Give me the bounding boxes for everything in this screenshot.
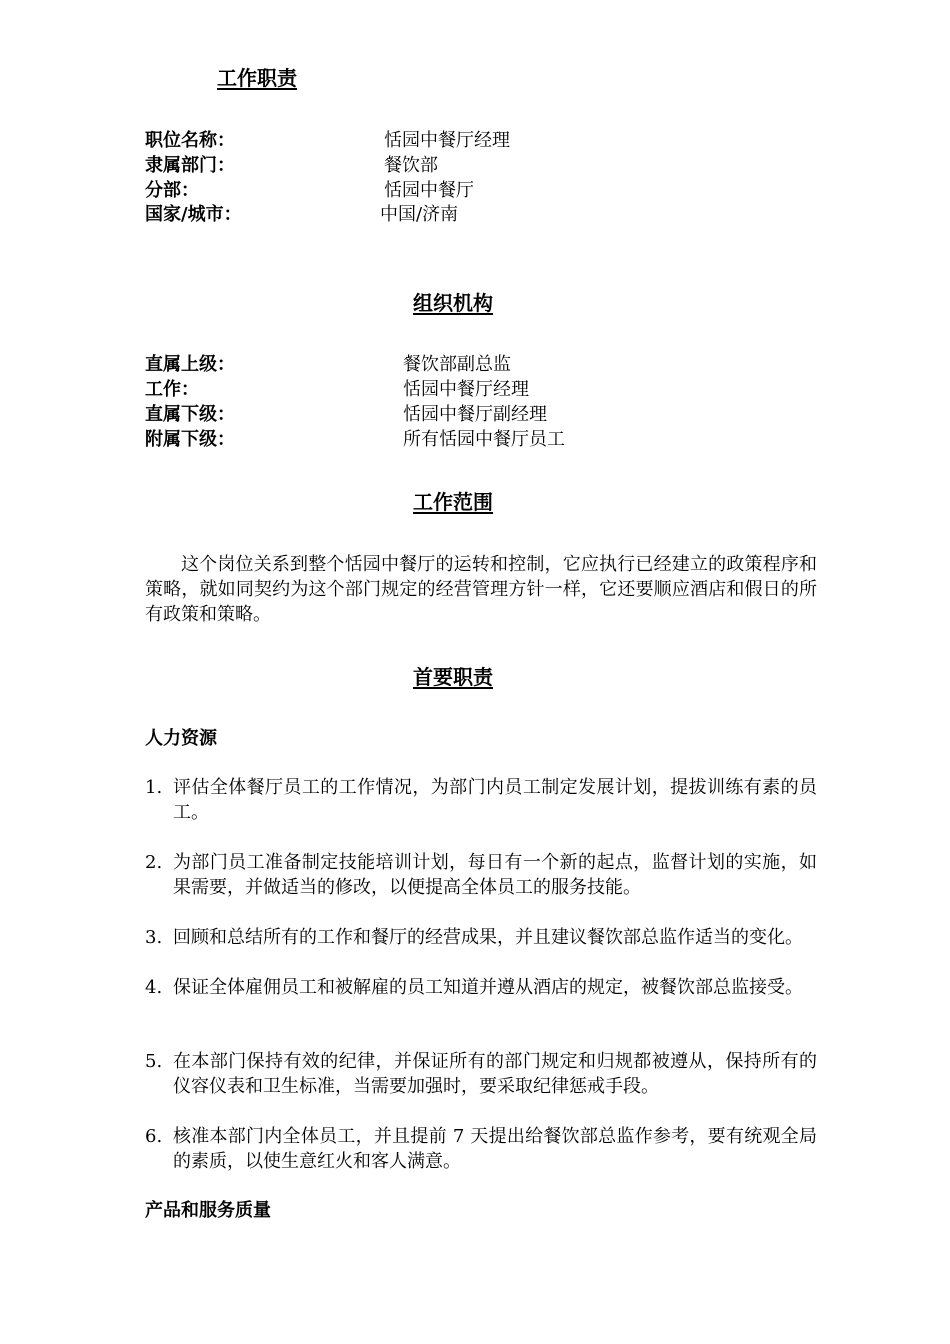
list-item-text: 为部门员工准备制定技能培训计划，每日有一个新的起点，监督计划的实施，如果需要，并做适当的修改，以便提高全体员工的服务技能。 (173, 852, 817, 898)
section-title-job-duties: 工作职责 (217, 66, 297, 90)
list-item-text: 评估全体餐厅员工的工作情况，为部门内员工制定发展计划，提拔训练有素的员工。 (173, 777, 817, 823)
field-value-position: 恬园中餐厅经理 (384, 130, 510, 151)
list-item (145, 775, 817, 825)
list-item-text: 核准本部门内全体员工，并且提前 7 天提出给餐饮部总监作参考，要有统观全局的素质，以使生意红火和客人满意。 (173, 1126, 817, 1172)
field-value-direct-subordinate: 恬园中餐厅副经理 (403, 404, 547, 425)
section-title-primary-duties: 首要职责 (413, 665, 493, 689)
field-label-country-city: 国家/城市： (145, 204, 242, 225)
list-item (145, 850, 817, 900)
list-item-text: 回顾和总结所有的工作和餐厅的经营成果，并且建议餐饮部总监作适当的变化。 (173, 927, 803, 948)
list-item-number: 4. (145, 977, 163, 998)
field-label-department: 隶属部门： (145, 155, 235, 176)
list-item (145, 925, 817, 950)
list-item-number: 3. (145, 927, 163, 948)
field-label-position: 职位名称： (145, 130, 235, 151)
list-item-text: 保证全体雇佣员工和被解雇的员工知道并遵从酒店的规定，被餐饮部总监接受。 (173, 977, 803, 998)
subheading-human-resources: 人力资源 (145, 728, 217, 749)
field-value-supervisor: 餐饮部副总监 (403, 354, 511, 375)
field-label-affiliated-subordinate: 附属下级： (145, 429, 235, 450)
field-value-branch: 恬园中餐厅 (384, 180, 474, 201)
field-value-country-city: 中国/济南 (380, 204, 459, 225)
subheading-product-service-quality: 产品和服务质量 (145, 1200, 271, 1221)
list-item-text: 在本部门保持有效的纪律，并保证所有的部门规定和归规都被遵从，保持所有的仪容仪表和卫生标准，当需要加强时，要采取纪律惩戒手段。 (173, 1051, 817, 1097)
list-item (145, 1049, 817, 1099)
section-title-organization: 组织机构 (413, 291, 493, 315)
list-item-number: 2. (145, 852, 163, 873)
field-label-branch: 分部： (145, 180, 199, 201)
list-item (145, 975, 817, 1000)
list-item-number: 5. (145, 1051, 163, 1072)
field-value-work: 恬园中餐厅经理 (403, 379, 529, 400)
list-item-number: 1. (145, 777, 163, 798)
section-title-scope: 工作范围 (413, 490, 493, 514)
field-label-direct-subordinate: 直属下级： (145, 404, 235, 425)
field-value-affiliated-subordinate: 所有恬园中餐厅员工 (403, 429, 565, 450)
list-item (145, 1124, 817, 1174)
field-label-supervisor: 直属上级： (145, 354, 235, 375)
field-value-department: 餐饮部 (384, 155, 438, 176)
list-item-number: 6. (145, 1126, 163, 1147)
scope-paragraph: 这个岗位关系到整个恬园中餐厅的运转和控制，它应执行已经建立的政策程序和策略，就如同契约为这个部门规定的经营管理方针一样，它还要顺应酒店和假日的所有政策和策略。 (145, 554, 817, 625)
field-label-work: 工作： (145, 379, 199, 400)
